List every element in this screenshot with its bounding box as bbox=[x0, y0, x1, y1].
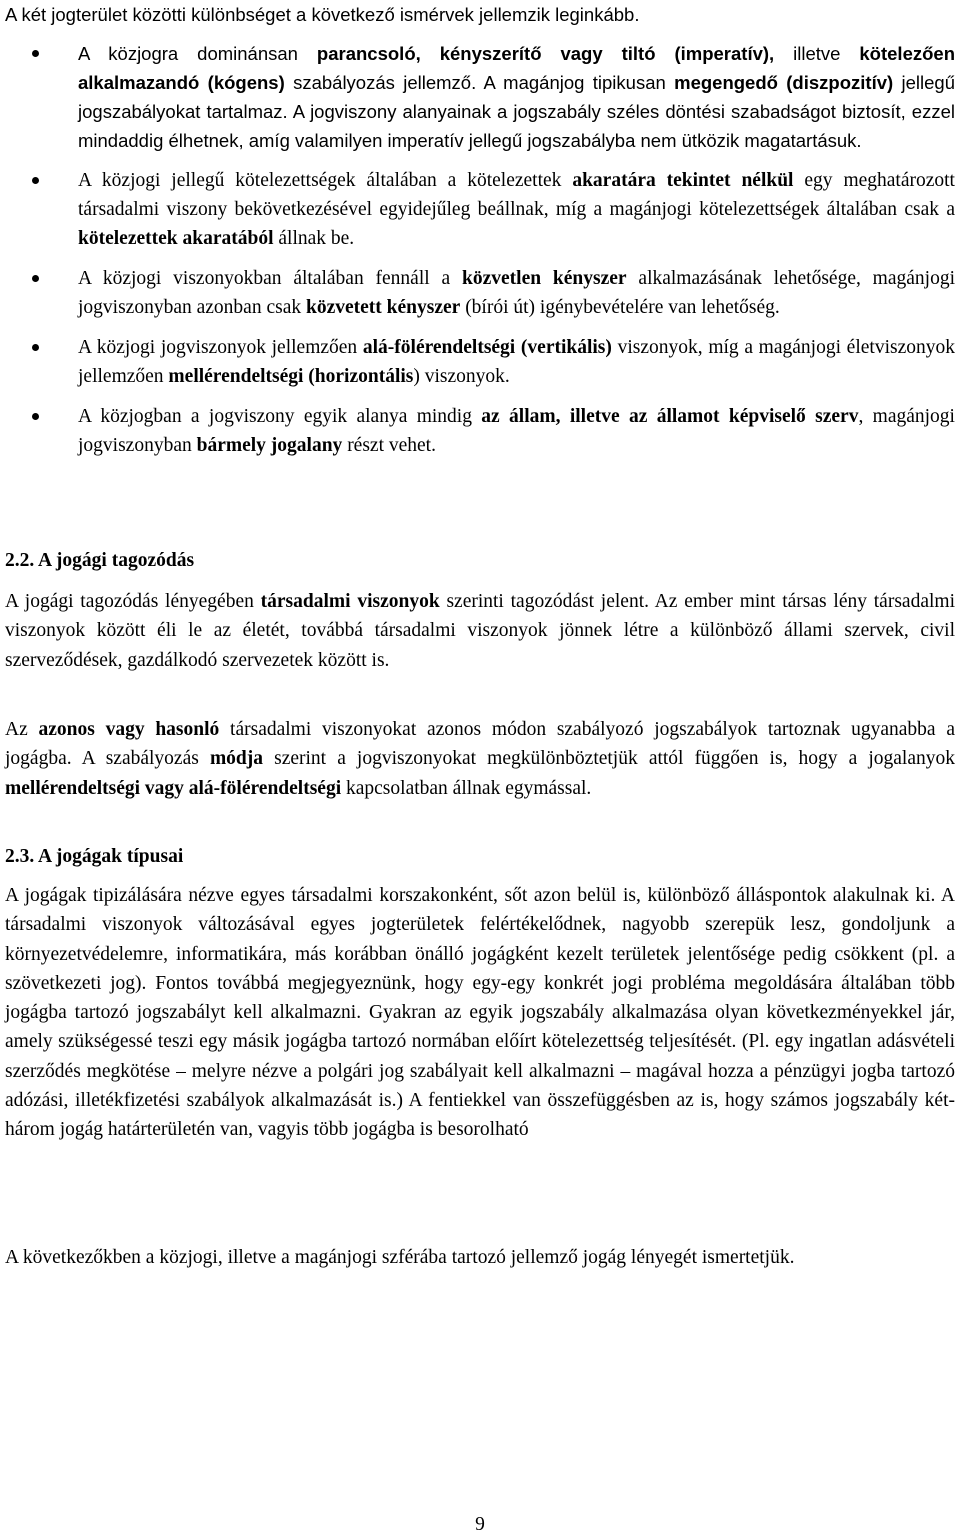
text-run: szerint a jogviszonyokat megkülönböztetjük attól függően is, hogy a jogalanyok bbox=[263, 748, 956, 770]
text-run: részt vehet. bbox=[342, 435, 436, 456]
intro-sentence: A két jogterület közötti különbséget a következő ismérvek jellemzik leginkább. bbox=[5, 4, 640, 25]
bold-term: közvetlen kényszer bbox=[462, 268, 627, 289]
page-number: 9 bbox=[475, 1514, 485, 1535]
paragraph bbox=[5, 715, 955, 803]
text-run: szabályozás jellemző. A magánjog tipikusan bbox=[284, 72, 675, 93]
bold-term: kötelezően alkalmazandó (kógens) bbox=[78, 43, 955, 93]
bold-term: bármely jogalany bbox=[196, 435, 343, 456]
list-item bbox=[5, 333, 955, 391]
text-run: állnak be. bbox=[273, 228, 355, 249]
text-run: társadalmi viszonyokat azonos módon szabályozó jogszabályok tartoznak ugyanabba a jogágba. A szabályozás bbox=[5, 719, 955, 770]
bold-term: mellérendeltségi vagy alá-fölérendeltségi bbox=[5, 777, 342, 799]
bold-term: akaratára tekintet nélkül bbox=[572, 170, 794, 191]
section-heading-2-2: 2.2. A jogági tagozódás bbox=[5, 550, 195, 571]
text-run: A közjogra dominánsan bbox=[78, 43, 317, 64]
bold-term: megengedő (diszpozitív) bbox=[674, 72, 894, 93]
bold-term: mellérendeltségi (horizontális bbox=[168, 366, 414, 387]
text-run: alkalmazásának lehetősége, magánjogi jogviszonyban azonban csak bbox=[78, 268, 956, 318]
bold-term: módja bbox=[209, 748, 264, 770]
text-run: A jogági tagozódás lényegében bbox=[5, 591, 261, 612]
bold-term: társadalmi viszonyok bbox=[260, 591, 440, 612]
section-heading-2-3: 2.3. A jogágak típusai bbox=[5, 846, 184, 867]
bold-term: parancsoló, kényszerítő vagy tiltó (imperatív), bbox=[316, 43, 775, 64]
paragraph: A jogágak tipizálására nézve egyes társadalmi korszakonként, sőt azon belül is, különböző álláspontok alakulnak ki. A társadalmi viszonyok változásával egyes jogterületek felértékelődnek, nagyobb szerepük lesz, gondoljunk a környezetvédelemre, informatikára, más korábban önálló jogágként kezelt területek jelentősége pedig csökkent (pl. a szövetkezeti jog). Fontos továbbá megjegyeznünk, hogy egy-egy konkrét jogi probléma megoldására általában több jogágba tartozó jogszabályt kell alkalmazni. Gyakran az egyik jogszabály alkalmazása olyan következményekkel jár, amely szükségessé teszi egy másik jogágba tartozó normában előírt kötelezettség teljesítését. (Pl. egy ingatlan adásvételi szerződés megkötése – melyre nézve a polgári jog szabályait kell alkalmazni – magával hozza a pénzügyi jogba tartozó adózási, illetékfizetési szabályok alkalmazását is.) A fentiekkel van összefüggésben az is, hogy számos jogszabály két-három jogág határterületén van, vagyis több jogágba is besorolható bbox=[5, 885, 955, 1141]
paragraph bbox=[5, 587, 955, 675]
paragraph: A következőkben a közjogi, illetve a magánjogi szférába tartozó jellemző jogág lényegét ismertetjük. bbox=[5, 1247, 795, 1268]
text-run: szerinti tagozódást jelent. Az ember mint társas lény társadalmi viszonyok között éli le az életét, továbbá társadalmi viszonyok jönnek létre a különböző állami szervek, civil szerveződések, gazdálkodó szervezetek között is. bbox=[5, 591, 955, 671]
text-run: ) viszonyok. bbox=[413, 366, 510, 387]
text-run: A közjogi jellegű kötelezettségek általában a kötelezettek bbox=[78, 170, 573, 191]
text-run: Az bbox=[5, 719, 39, 740]
bold-term: alá-fölérendeltségi (vertikális) bbox=[362, 337, 612, 358]
list-item bbox=[5, 39, 955, 155]
bold-term: azonos vagy hasonló bbox=[38, 719, 220, 740]
text-run: , magánjogi jogviszonyban bbox=[78, 406, 955, 456]
text-run: A közjogi jogviszonyok jellemzően bbox=[78, 337, 363, 358]
bold-term: kötelezettek akaratából bbox=[78, 228, 274, 249]
text-run: egy meghatározott társadalmi viszony bekövetkezésével egyidejűleg beállnak, míg a magánjogi kötelezettségek általában csak a bbox=[78, 170, 955, 220]
text-run: jellegű jogszabályokat tartalmaz. A jogviszony alanyainak a jogszabály széles döntési szabadságot biztosít, ezzel mindaddig élhetnek, amíg valamilyen imperatív jellegű jogszabályba nem ütközik magatartásuk. bbox=[78, 72, 955, 151]
list-item bbox=[5, 166, 955, 253]
list-item bbox=[5, 264, 955, 322]
text-run: (bírói út) igénybevételére van lehetőség. bbox=[460, 297, 780, 318]
bold-term: közvetett kényszer bbox=[305, 297, 461, 318]
bold-term: az állam, illetve az államot képviselő szerv bbox=[481, 406, 859, 427]
text-run: kapcsolatban állnak egymással. bbox=[341, 777, 592, 799]
text-run: illetve bbox=[774, 43, 860, 64]
text-run: A közjogi viszonyokban általában fennáll a bbox=[78, 268, 463, 289]
text-run: A közjogban a jogviszony egyik alanya mindig bbox=[78, 406, 482, 427]
list-item bbox=[5, 402, 955, 460]
differences-list bbox=[5, 39, 955, 471]
text-run: viszonyok, míg a magánjogi életviszonyok jellemzően bbox=[78, 337, 955, 387]
